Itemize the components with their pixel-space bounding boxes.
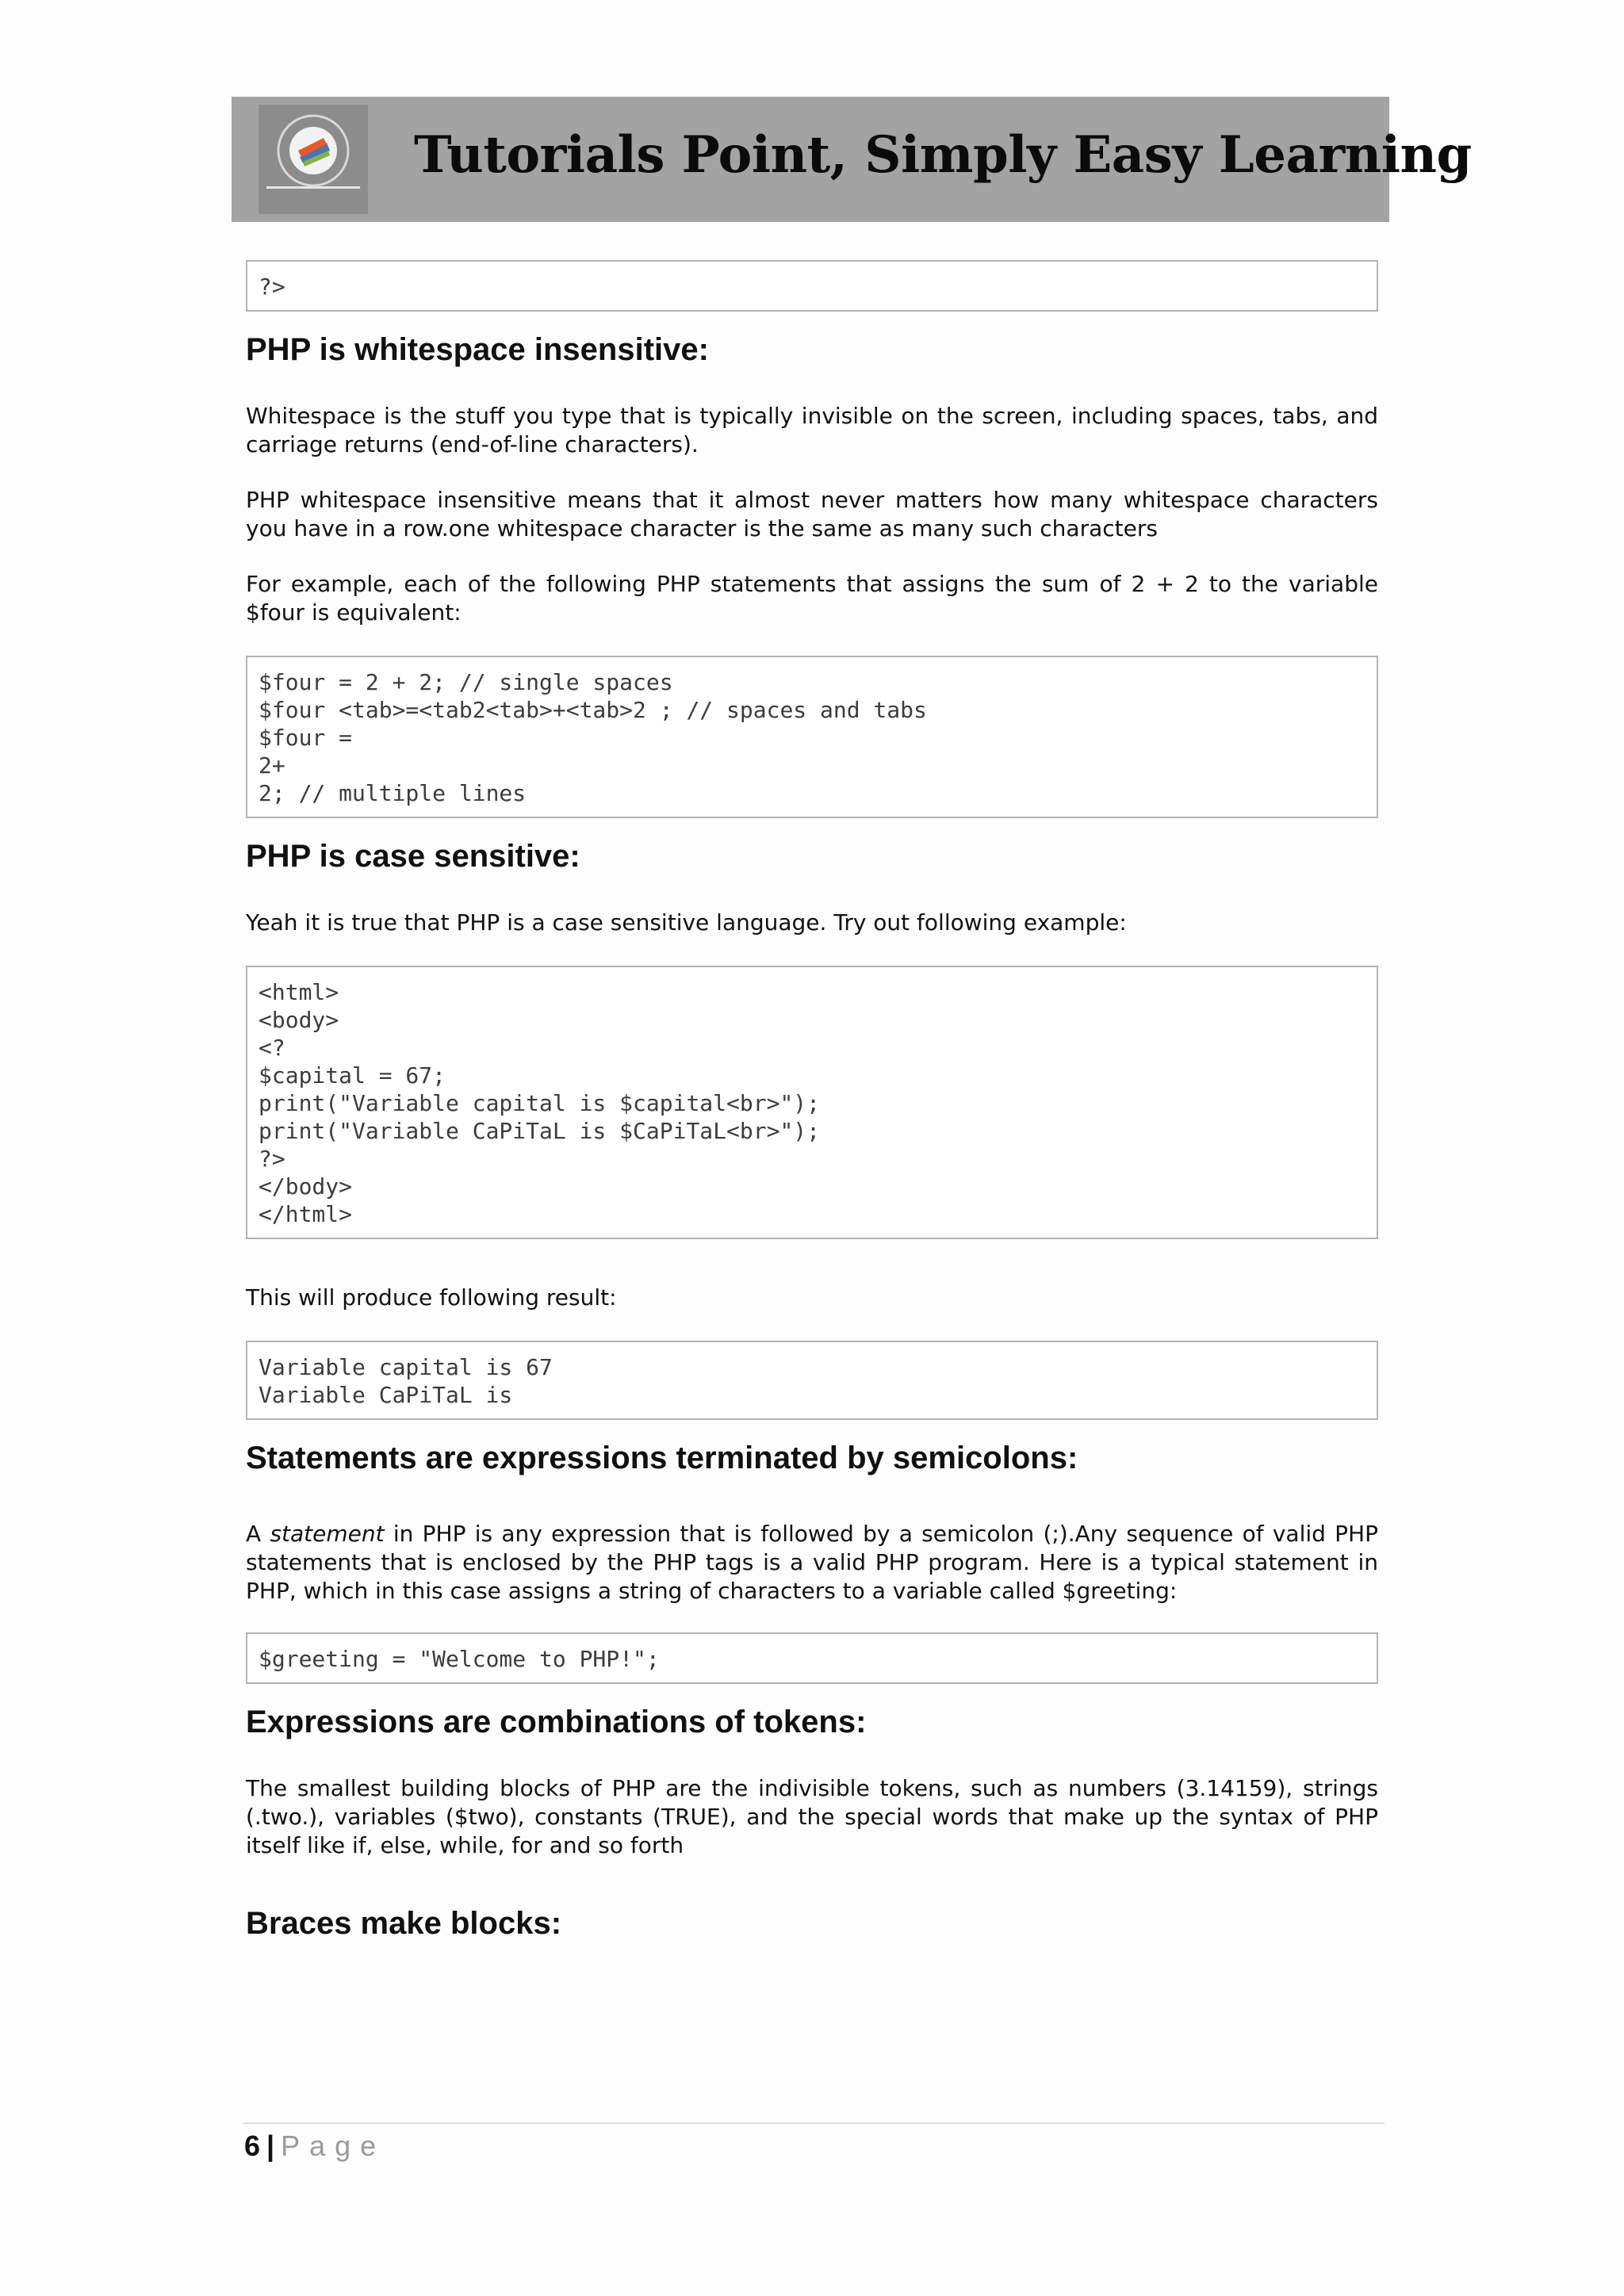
page-footer [244,2130,385,2163]
section-heading: Statements are expressions terminated by semicolons: [246,1441,1078,1475]
code-block: <html> <body> <? $capital = 67; print("Variable capital is $capital<br>"); print("Variable CaPiTaL is $CaPiTaL<br>"); ?> </body> </html> [246,966,1378,1239]
page-label: Page [281,2130,386,2162]
section-heading: PHP is whitespace insensitive: [246,332,709,367]
tutorialspoint-logo [259,105,368,214]
body-paragraph: The smallest building blocks of PHP are the indivisible tokens, such as numbers (3.14159), strings (.two.), variables ($two), constants (TRUE), and the special words that make up the syntax of PHP itself like if, else, while, for and so forth [246,1775,1378,1858]
body-paragraph: PHP whitespace insensitive means that it almost never matters how many whitespace characters you have in a row.one whitespace character is the same as many such characters [246,487,1378,541]
footer-separator: | [266,2130,275,2162]
body-paragraph: For example, each of the following PHP statements that assigns the sum of 2 + 2 to the variable $four is equivalent: [246,571,1378,626]
section-heading: Expressions are combinations of tokens: [246,1705,867,1739]
body-paragraph [246,1520,1378,1605]
page-number: 6 [244,2130,261,2162]
footer-divider [243,2122,1385,2124]
header-title: Tutorials Point, Simply Easy Learning [414,125,1472,185]
code-block: $four = 2 + 2; // single spaces $four <tab>=<tab2<tab>+<tab>2 ; // spaces and tabs $four = 2+ 2; // multiple lines [246,656,1378,818]
section-heading: PHP is case sensitive: [246,839,580,874]
paragraph-prefix: A [246,1521,270,1547]
body-paragraph: This will produce following result: [246,1284,617,1311]
code-block: ?> [246,260,1378,312]
code-block: $greeting = "Welcome to PHP!"; [246,1632,1378,1684]
page-header [232,97,1472,222]
section-heading: Braces make blocks: [246,1906,562,1941]
code-block: Variable capital is 67 Variable CaPiTaL is [246,1341,1378,1420]
document-body [246,260,1378,1985]
logo-graphic-icon [259,105,368,214]
emphasized-term: statement [270,1521,385,1547]
body-paragraph: Whitespace is the stuff you type that is typically invisible on the screen, including spaces, tabs, and carriage returns (end-of-line characters). [246,403,1378,457]
paragraph-text: in PHP is any expression that is followed by a semicolon (;).Any sequence of valid PHP statements that is enclosed by the PHP tags is a valid PHP program. Here is a typical statement in PHP, which in this case assigns a string of characters to a variable called $greeting: [246,1521,1378,1604]
body-paragraph: Yeah it is true that PHP is a case sensitive language. Try out following example: [246,909,1127,936]
